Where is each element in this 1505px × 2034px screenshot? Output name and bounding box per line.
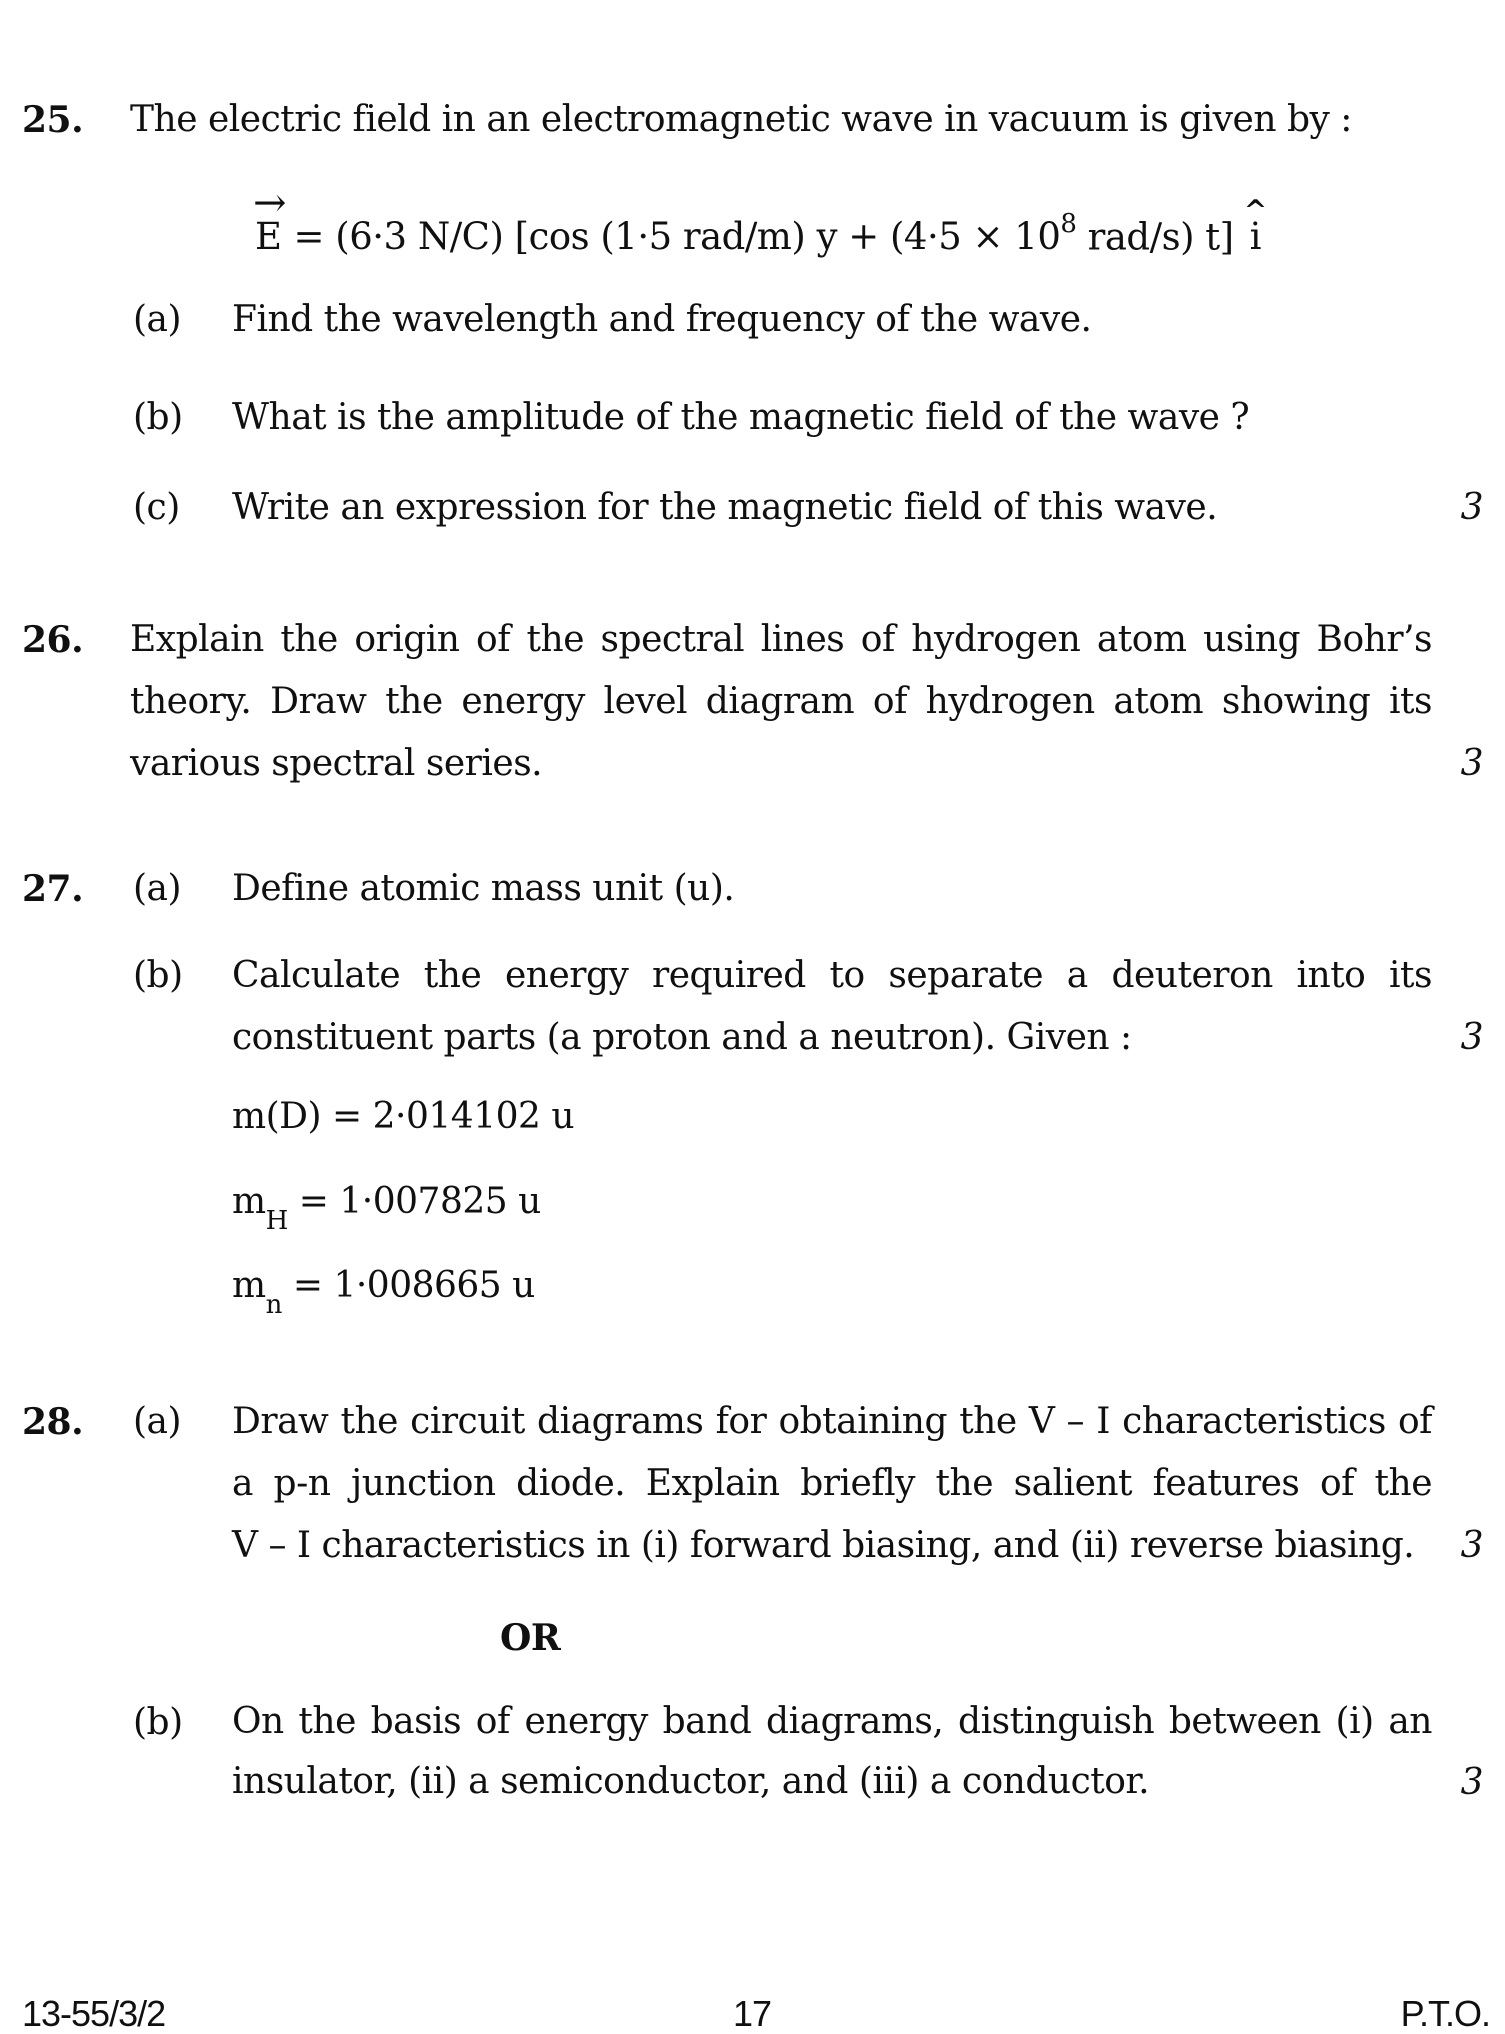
q28-number: 28.: [22, 1401, 84, 1443]
mass-subscript: H: [265, 1206, 288, 1237]
mass-value: = 1·008665 u: [281, 1265, 535, 1306]
mass-value: = 1·007825 u: [287, 1181, 541, 1222]
q28-part-b-line-2: insulator, (ii) a semiconductor, and (iii) a conductor.: [232, 1761, 1150, 1802]
equation-body-tail: rad/s) t]: [1076, 215, 1234, 259]
q25-intro-text: The electric field in an electromagnetic wave in vacuum is given by :: [130, 99, 1352, 140]
q27-part-b-label: (b): [133, 955, 183, 996]
q28-part-b-line-1: On the basis of energy band diagrams, distinguish between (i) an: [232, 1701, 1432, 1742]
footer-paper-code: 13-55/3/2: [22, 1993, 166, 2034]
q27-part-b-marks: 3: [1460, 1017, 1483, 1058]
q25-number: 25.: [22, 99, 84, 141]
q25-part-c-marks: 3: [1460, 487, 1483, 528]
q27-part-b-line-1: Calculate the energy required to separate a deuteron into its: [232, 955, 1432, 996]
q28-part-a-marks: 3: [1460, 1525, 1483, 1566]
q28-part-a-line-2: a p-n junction diode. Explain briefly the salient features of the: [232, 1463, 1432, 1504]
mass-symbol: m(D): [232, 1096, 322, 1137]
q28-part-b-marks: 3: [1460, 1762, 1483, 1803]
q28-part-a-line-1: Draw the circuit diagrams for obtaining the V – I characteristics of: [232, 1401, 1432, 1442]
mass-symbol: m: [232, 1181, 266, 1222]
q28-part-a-line-3: V – I characteristics in (i) forward biasing, and (ii) reverse biasing.: [232, 1525, 1415, 1566]
q27-part-a-text: Define atomic mass unit (u).: [232, 868, 735, 909]
q26-paragraph: [130, 609, 1432, 795]
q26-number: 26.: [22, 619, 84, 661]
q28-part-b-label: (b): [133, 1702, 183, 1743]
unit-vector-base: i: [1249, 215, 1261, 259]
q26-line-2: theory. Draw the energy level diagram of hydrogen atom showing its: [130, 681, 1432, 722]
q25-part-c-text: Write an expression for the magnetic field of this wave.: [232, 487, 1218, 528]
q26-line-1: Explain the origin of the spectral lines of hydrogen atom using Bohr’s: [130, 619, 1432, 660]
q25-part-a-label: (a): [133, 299, 182, 340]
unit-vector-i-hat: [1243, 194, 1267, 259]
footer-pto: P.T.O.: [1400, 1993, 1490, 2034]
q27-given-mass-hydrogen: [232, 1180, 541, 1235]
q27-number: 27.: [22, 868, 84, 910]
vector-arrow-icon: →: [253, 180, 287, 227]
q25-part-a-text: Find the wavelength and frequency of the wave.: [232, 299, 1092, 340]
q25-part-b-label: (b): [133, 397, 183, 438]
equation-exponent: 8: [1060, 209, 1077, 239]
mass-symbol: m: [232, 1265, 266, 1306]
mass-value: = 2·014102 u: [321, 1096, 575, 1137]
q27-part-b-line-2: constituent parts (a proton and a neutron). Given :: [232, 1017, 1132, 1058]
footer-page-number: 17: [732, 1993, 772, 2034]
q27-part-b-paragraph: [232, 945, 1432, 1069]
q26-marks: 3: [1460, 743, 1483, 784]
q25-part-b-text: What is the amplitude of the magnetic field of the wave ?: [232, 397, 1250, 438]
q26-line-3: various spectral series.: [130, 743, 543, 784]
or-separator: OR: [500, 1617, 561, 1659]
q28-part-b-paragraph: [232, 1692, 1432, 1812]
vector-symbol: E: [255, 215, 282, 259]
q27-given-mass-deuteron: [232, 1095, 574, 1150]
q28-part-a-paragraph: [232, 1391, 1432, 1577]
q27-given-mass-neutron: [232, 1264, 535, 1319]
hat-icon: ^: [1243, 194, 1267, 228]
electric-field-vector: [253, 180, 287, 259]
mass-subscript: n: [265, 1290, 282, 1321]
q27-part-a-label: (a): [133, 868, 182, 909]
q28-part-a-label: (a): [133, 1401, 182, 1442]
q25-equation: [253, 180, 1267, 259]
q25-part-c-label: (c): [133, 487, 180, 528]
equation-body: = (6·3 N/C) [cos (1·5 rad/m) y + (4·5 × 10: [293, 215, 1061, 259]
